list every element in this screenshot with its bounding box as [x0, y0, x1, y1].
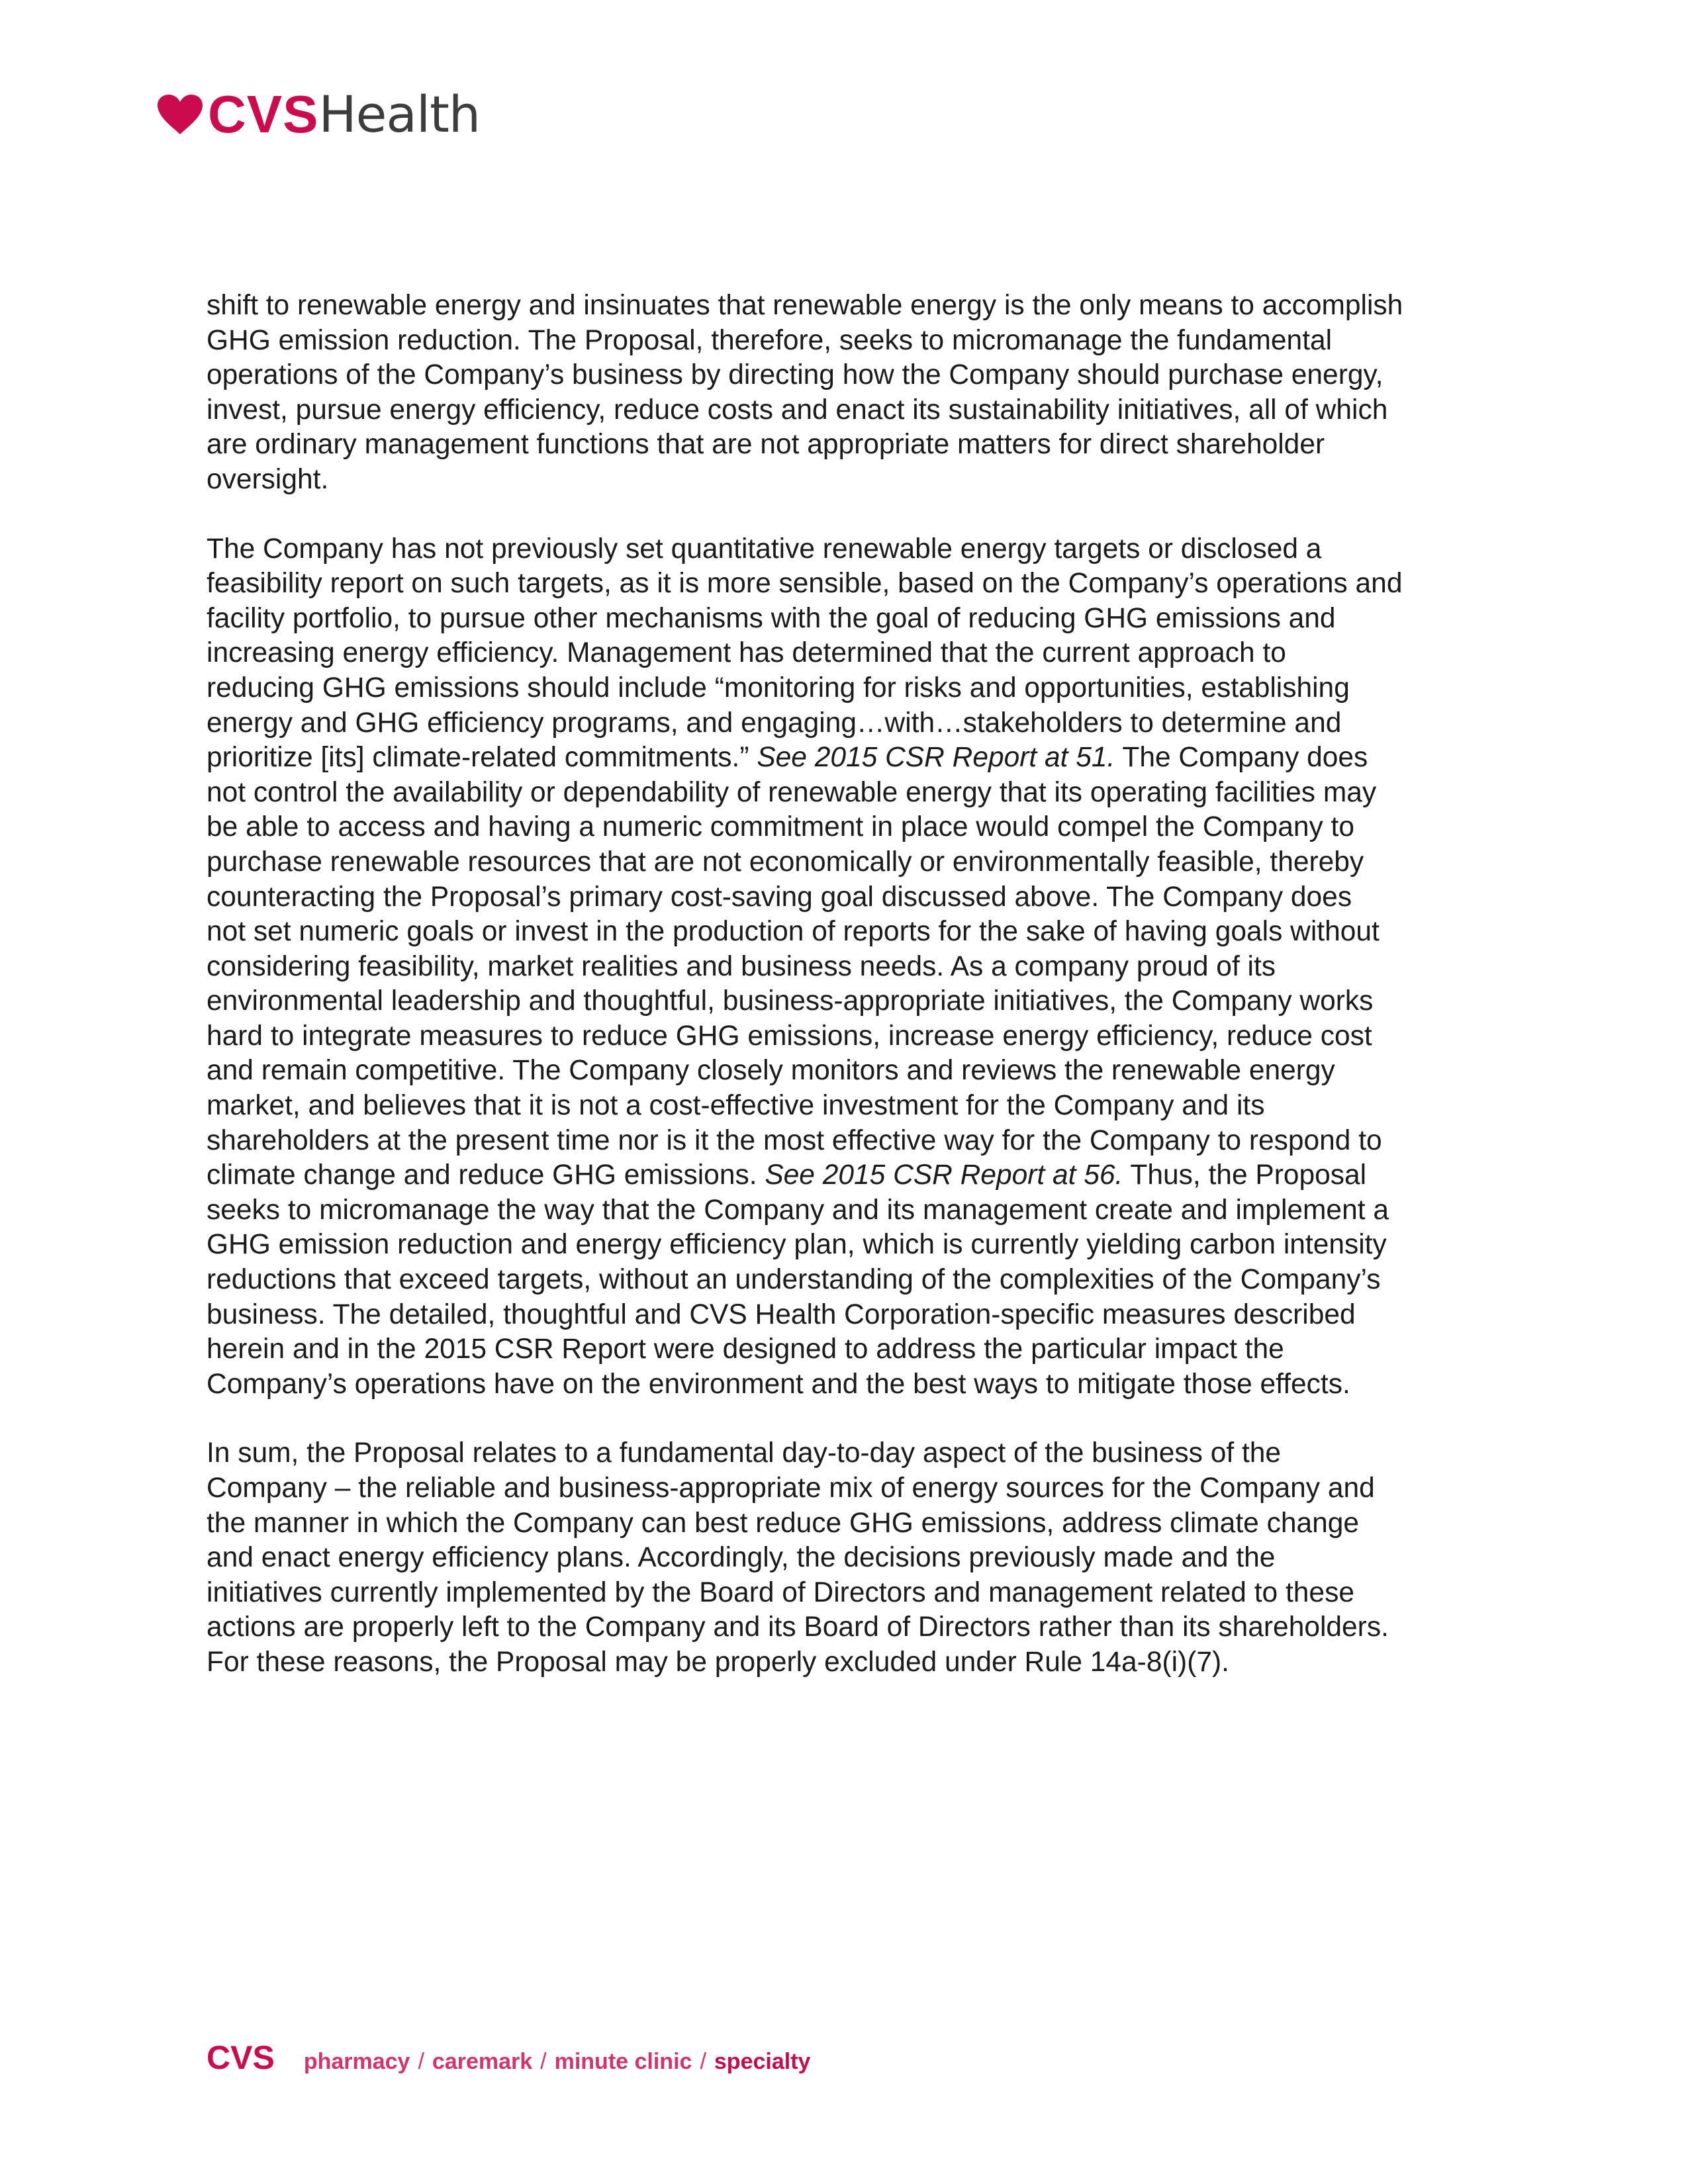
text-line: invest, pursue energy efficiency, reduce costs and enact its sustainability initiatives, all of which — [207, 394, 1388, 426]
text-line: environmental leadership and thoughtful, business-appropriate initiatives, the Company works — [207, 985, 1374, 1017]
text-line: considering feasibility, market realities and business needs. As a company proud of its — [207, 950, 1276, 982]
paragraph-2 — [207, 532, 1504, 1402]
logo-health-text: Health — [318, 85, 481, 144]
text-line — [207, 1158, 1504, 1193]
text-line: business. The detailed, thoughtful and CVS Health Corporation-specific measures described — [207, 1298, 1356, 1330]
text-line: feasibility report on such targets, as it is more sensible, based on the Company’s operations and — [207, 568, 1403, 600]
text-fragment: Thus, the Proposal — [1123, 1160, 1367, 1191]
text-line: the manner in which the Company can best reduce GHG emissions, address climate change — [207, 1507, 1360, 1539]
text-line: The Company has not previously set quantitative renewable energy targets or disclosed a — [207, 533, 1322, 565]
footer-separator: / — [418, 2049, 424, 2074]
text-line: not set numeric goals or invest in the production of reports for the sake of having goals without — [207, 916, 1380, 948]
text-fragment: climate change and reduce GHG emissions. — [207, 1160, 765, 1191]
text-line: shareholders at the present time nor is it the most effective way for the Company to respond to — [207, 1124, 1382, 1156]
report-citation: See 2015 CSR Report at 56. — [765, 1160, 1123, 1191]
text-line: actions are properly left to the Company and its Board of Directors rather than its shareholders. — [207, 1612, 1389, 1643]
text-line: facility portfolio, to pursue other mechanisms with the goal of reducing GHG emissions and — [207, 602, 1336, 634]
footer-specialty: specialty — [714, 2049, 811, 2074]
footer-separator: / — [700, 2049, 706, 2074]
footer-minute-clinic: minute clinic — [554, 2049, 692, 2074]
footer-separator: / — [540, 2049, 547, 2074]
text-line: be able to access and having a numeric commitment in place would compel the Company to — [207, 811, 1354, 843]
text-line — [207, 741, 1504, 776]
text-line: and remain competitive. The Company closely monitors and reviews the renewable energy — [207, 1055, 1335, 1087]
letter-body — [207, 289, 1504, 1715]
text-line: counteracting the Proposal’s primary cost-saving goal discussed above. The Company does — [207, 881, 1352, 913]
text-line: initiatives currently implemented by the Board of Directors and management related to these — [207, 1576, 1354, 1608]
text-line: purchase renewable resources that are not economically or environmentally feasible, thereby — [207, 846, 1364, 878]
report-citation: See 2015 CSR Report at 51. — [757, 742, 1115, 774]
text-line: oversight. — [207, 463, 329, 495]
text-line: increasing energy efficiency. Management has determined that the current approach to — [207, 637, 1286, 669]
text-line: are ordinary management functions that are not appropriate matters for direct shareholder — [207, 429, 1325, 461]
logo-cvs-text: CVS — [208, 85, 319, 144]
heart-icon — [156, 93, 204, 136]
paragraph-3 — [207, 1436, 1504, 1680]
text-line: GHG emission reduction and energy efficiency plan, which is currently yielding carbon intensity — [207, 1229, 1387, 1261]
text-fragment: The Company does — [1115, 742, 1368, 774]
text-line: not control the availability or dependability of renewable energy that its operating facilities may — [207, 776, 1377, 808]
text-line: reducing GHG emissions should include “monitoring for risks and opportunities, establishing — [207, 672, 1350, 704]
text-line: GHG emission reduction. The Proposal, therefore, seeks to micromanage the fundamental — [207, 324, 1333, 356]
text-line: shift to renewable energy and insinuates that renewable energy is the only means to accomplish — [207, 290, 1403, 321]
footer-cvs-logo: CVS — [207, 2039, 275, 2076]
footer-caremark: caremark — [432, 2049, 533, 2074]
text-line: energy and GHG efficiency programs, and engaging…with…stakeholders to determine and — [207, 707, 1342, 739]
text-line: Company’s operations have on the environment and the best ways to mitigate those effects. — [207, 1368, 1350, 1400]
text-line: For these reasons, the Proposal may be properly excluded under Rule 14a-8(i)(7). — [207, 1646, 1229, 1678]
cvs-health-logo — [156, 85, 480, 144]
paragraph-1 — [207, 289, 1504, 498]
text-line: operations of the Company’s business by directing how the Company should purchase energy, — [207, 359, 1383, 391]
footer-pharmacy: pharmacy — [303, 2049, 410, 2074]
text-line: seeks to micromanage the way that the Company and its management create and implement a — [207, 1194, 1389, 1226]
text-line: hard to integrate measures to reduce GHG emissions, increase energy efficiency, reduce cost — [207, 1020, 1372, 1052]
text-line: market, and believes that it is not a cost-effective investment for the Company and its — [207, 1090, 1265, 1122]
text-line: In sum, the Proposal relates to a fundamental day-to-day aspect of the business of the — [207, 1437, 1282, 1469]
text-fragment: prioritize [its] climate-related commitments.” — [207, 742, 757, 774]
text-line: and enact energy efficiency plans. Accordingly, the decisions previously made and the — [207, 1542, 1276, 1574]
text-line: herein and in the 2015 CSR Report were designed to address the particular impact the — [207, 1334, 1284, 1365]
text-line: Company – the reliable and business-appropriate mix of energy sources for the Company and — [207, 1473, 1375, 1504]
footer-brands — [207, 2038, 810, 2077]
text-line: reductions that exceed targets, without an understanding of the complexities of the Company’s — [207, 1264, 1381, 1296]
